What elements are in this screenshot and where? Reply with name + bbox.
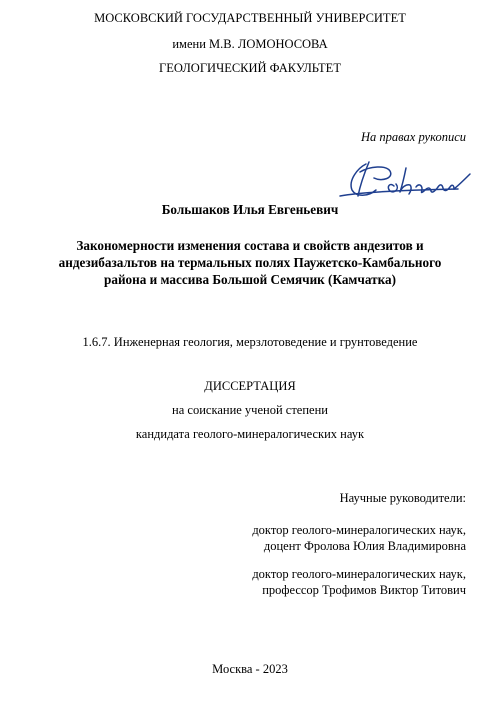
manuscript-note: На правах рукописи (361, 130, 466, 144)
university-name: МОСКОВСКИЙ ГОСУДАРСТВЕННЫЙ УНИВЕРСИТЕТ (94, 11, 406, 25)
supervisor-1-degree: доктор геолого-минералогических наук, (252, 523, 466, 537)
supervisor-1-name: доцент Фролова Юлия Владимировна (263, 539, 466, 553)
author-name: Большаков Илья Евгеньевич (161, 202, 339, 217)
signature-icon (336, 150, 476, 204)
title-line: андезибазальтов на термальных полях Паужетско-Камбального (58, 255, 442, 270)
specialty: 1.6.7. Инженерная геология, мерзлотоведение и грунтоведение (82, 335, 418, 349)
supervisors-heading: Научные руководители: (339, 491, 466, 505)
dissertation-type: ДИССЕРТАЦИЯ (204, 379, 296, 393)
city-year: Москва - 2023 (212, 662, 288, 676)
dissertation-title (20, 237, 480, 288)
dissertation-purpose: на соискание ученой степени (172, 403, 328, 417)
dissertation-degree: кандидата геолого-минералогических наук (135, 427, 365, 441)
title-line: района и массива Большой Семячик (Камчатка) (104, 272, 396, 287)
supervisor-2-degree: доктор геолого-минералогических наук, (252, 567, 466, 581)
faculty-name: ГЕОЛОГИЧЕСКИЙ ФАКУЛЬТЕТ (159, 61, 341, 75)
title-line: Закономерности изменения состава и свойств андезитов и (76, 238, 424, 253)
supervisor-2-name: профессор Трофимов Виктор Титович (262, 583, 466, 597)
university-named-after: имени М.В. ЛОМОНОСОВА (172, 37, 328, 51)
